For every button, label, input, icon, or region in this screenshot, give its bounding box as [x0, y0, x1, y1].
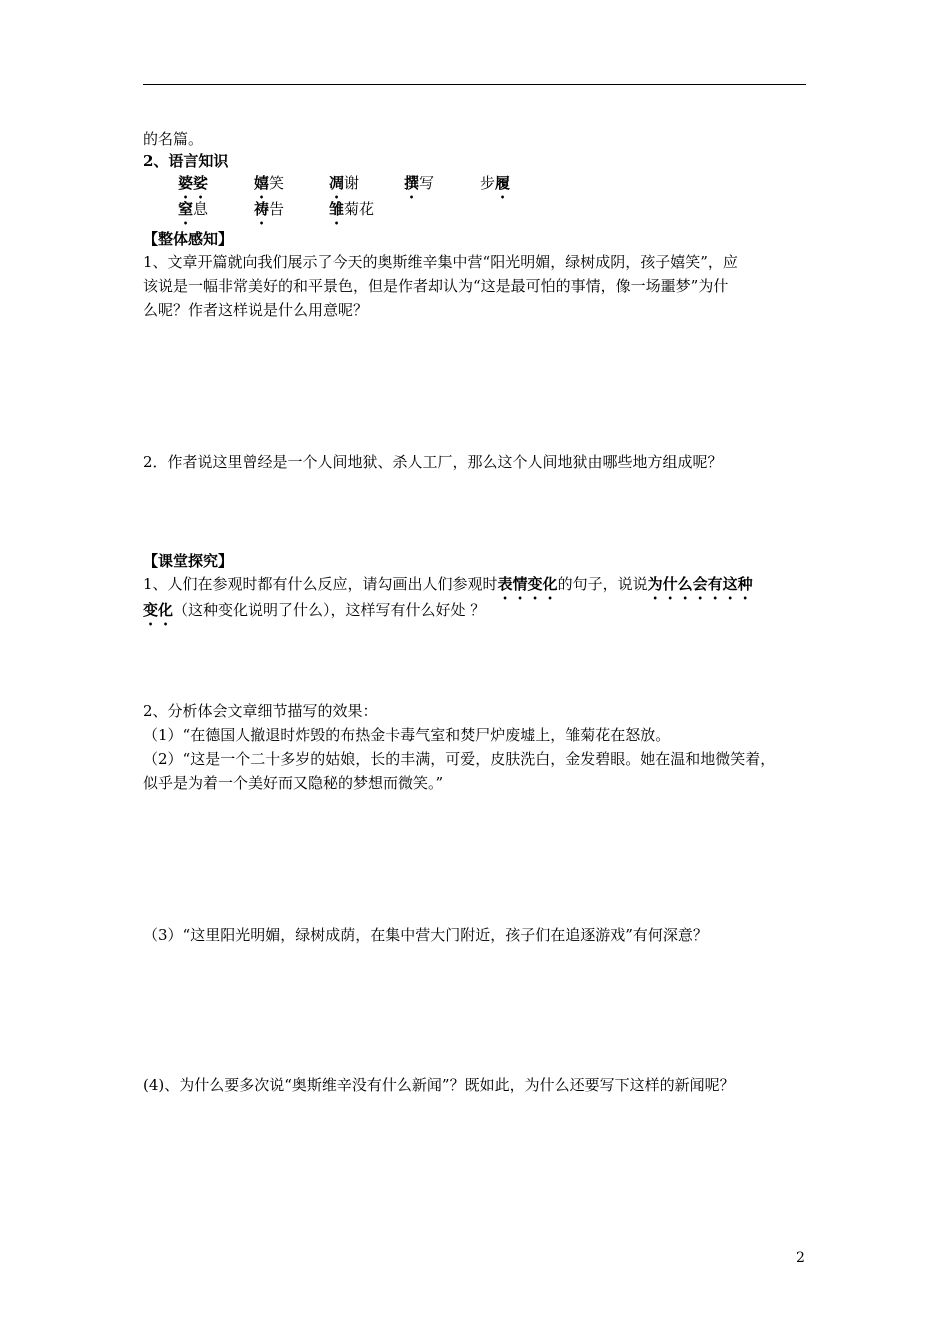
vocab-item: 嬉笑: [254, 174, 285, 192]
explore-1-line-2: 变化（这种变化说明了什么），这样写有什么好处 ？: [143, 601, 486, 619]
explore-2-item-1: （1）“在德国人撤退时炸毁的布热金卡毒气室和焚尸炉废墟上，雏菊花在怒放。: [143, 726, 671, 744]
vocab-item: 凋谢: [329, 174, 360, 192]
question-2: 2．作者说这里曾经是一个人间地狱、杀人工厂，那么这个人间地狱由哪些地方组成呢？: [143, 453, 723, 471]
explore-2-heading: 2、分析体会文章细节描写的效果：: [143, 702, 378, 720]
language-knowledge-heading: 2、语言知识: [143, 152, 229, 170]
page-number: 2: [796, 1250, 805, 1266]
explore-2-item-4: (4)、为什么要多次说“奥斯维辛没有什么新闻”？既如此，为什么还要写下这样的新闻呢？: [143, 1076, 735, 1094]
vocab-item: 撰写: [404, 174, 435, 192]
section-heading-explore: 【课堂探究】: [143, 552, 234, 570]
question-1-line-2: 该说是一幅非常美好的和平景色，但是作者却认为“这是最可怕的事情，像一场噩梦”为什: [143, 277, 729, 295]
vocab-item: 雏菊花: [329, 200, 375, 218]
explore-2-item-2-line-2: 似乎是为着一个美好而又隐秘的梦想而微笑。”: [143, 774, 444, 792]
vocab-item: 步履: [480, 174, 511, 192]
explore-2-item-2-line-1: （2）“这是一个二十多岁的姑娘，长的丰满，可爱，皮肤洗白，金发碧眼。她在温和地微笑着，: [143, 750, 776, 768]
explore-2-item-3: （3）“这里阳光明媚，绿树成荫，在集中营大门附近，孩子们在追逐游戏”有何深意？: [143, 926, 708, 944]
explore-1-line-1: 1、人们在参观时都有什么反应，请勾画出人们参观时表情变化的句子，说说为什么会有这种: [143, 575, 753, 593]
intro-tail: 的名篇。: [143, 130, 204, 148]
vocab-item: 婆娑: [178, 174, 209, 192]
vocab-item: 祷告: [254, 200, 285, 218]
section-heading-overall: 【整体感知】: [143, 230, 234, 248]
question-1-line-3: 么呢？作者这样说是什么用意呢？: [143, 301, 369, 319]
question-1-line-1: 1、文章开篇就向我们展示了今天的奥斯维辛集中营“阳光明媚，绿树成阴，孩子嬉笑”，应: [143, 253, 738, 271]
header-rule: [143, 84, 806, 85]
vocab-item: 窒息: [178, 200, 209, 218]
